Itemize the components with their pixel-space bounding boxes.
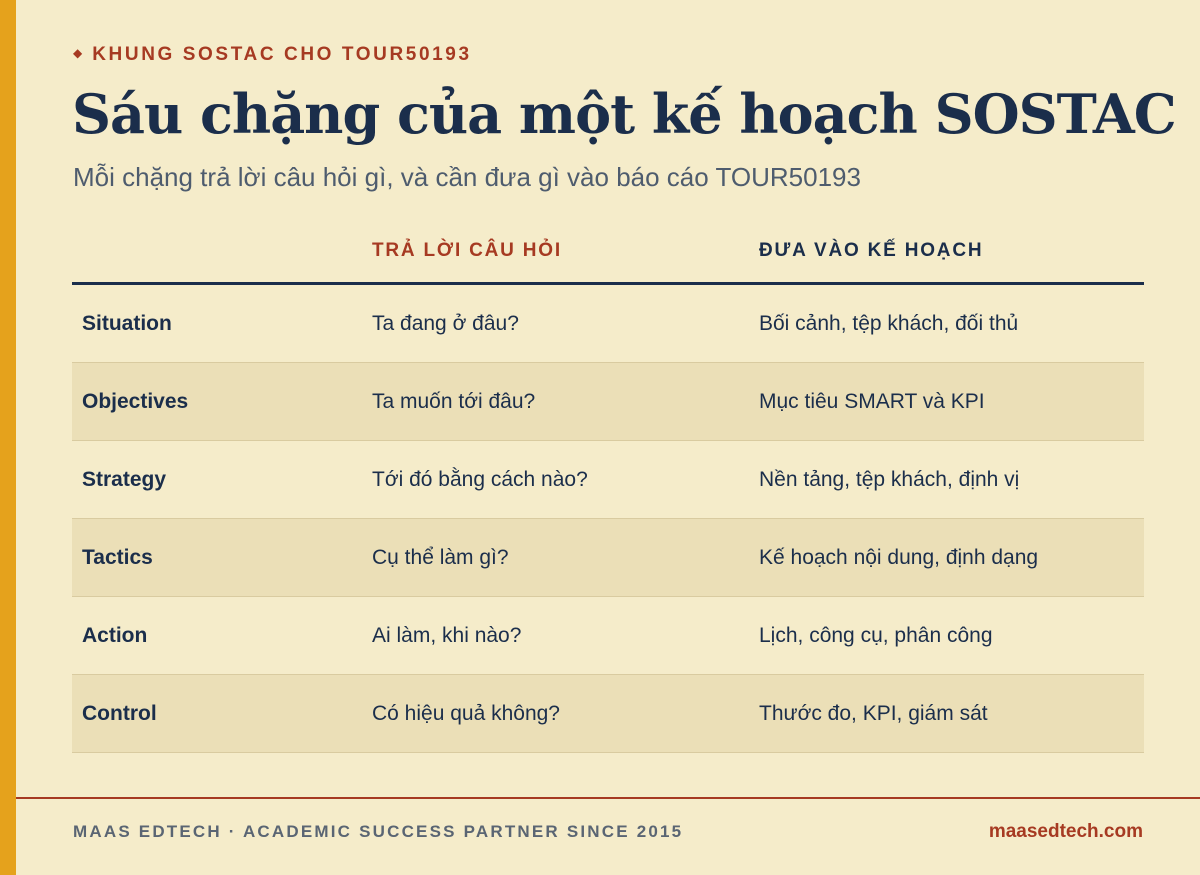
stage-name: Control — [82, 702, 157, 725]
diamond-icon: ◆ — [73, 46, 83, 60]
stage-plan: Lịch, công cụ, phân công — [759, 624, 993, 647]
footer-website: maasedtech.com — [988, 821, 1143, 842]
table-header — [72, 226, 1144, 285]
column-header-question: TRẢ LỜI CÂU HỎI — [372, 240, 562, 261]
footer-divider — [16, 797, 1200, 799]
stage-plan: Thước đo, KPI, giám sát — [759, 702, 988, 725]
stage-name: Objectives — [82, 390, 189, 413]
table-row — [72, 519, 1144, 597]
left-accent-bar — [0, 0, 16, 875]
table-row — [72, 675, 1144, 753]
stage-name: Strategy — [82, 468, 167, 491]
stage-question: Tới đó bằng cách nào? — [372, 468, 588, 491]
stage-question: Có hiệu quả không? — [372, 702, 560, 725]
table-row — [72, 597, 1144, 675]
table-row — [72, 441, 1144, 519]
stage-plan: Kế hoạch nội dung, định dạng — [759, 546, 1039, 569]
stage-question: Ai làm, khi nào? — [372, 624, 522, 647]
footer-tagline: MAAS EDTECH · ACADEMIC SUCCESS PARTNER SINCE 2015 — [73, 822, 684, 841]
page-subtitle: Mỗi chặng trả lời câu hỏi gì, và cần đưa gì vào báo cáo TOUR50193 — [73, 162, 861, 192]
stage-name: Tactics — [82, 546, 153, 569]
stage-question: Cụ thể làm gì? — [372, 546, 509, 569]
table-row — [72, 363, 1144, 441]
stage-question: Ta đang ở đâu? — [372, 312, 519, 335]
eyebrow-label — [73, 44, 472, 66]
stage-name: Situation — [82, 312, 172, 335]
stage-name: Action — [82, 624, 148, 647]
stage-question: Ta muốn tới đâu? — [372, 390, 536, 413]
stage-plan: Nền tảng, tệp khách, định vị — [759, 468, 1020, 491]
eyebrow-text: KHUNG SOSTAC CHO TOUR50193 — [92, 44, 472, 65]
stage-plan: Bối cảnh, tệp khách, đối thủ — [759, 312, 1019, 335]
column-header-plan: ĐƯA VÀO KẾ HOẠCH — [759, 240, 984, 261]
table-row — [72, 285, 1144, 363]
page-title: Sáu chặng của một kế hoạch SOSTAC — [72, 82, 1176, 146]
stage-plan: Mục tiêu SMART và KPI — [759, 390, 985, 413]
sostac-table — [72, 226, 1144, 753]
